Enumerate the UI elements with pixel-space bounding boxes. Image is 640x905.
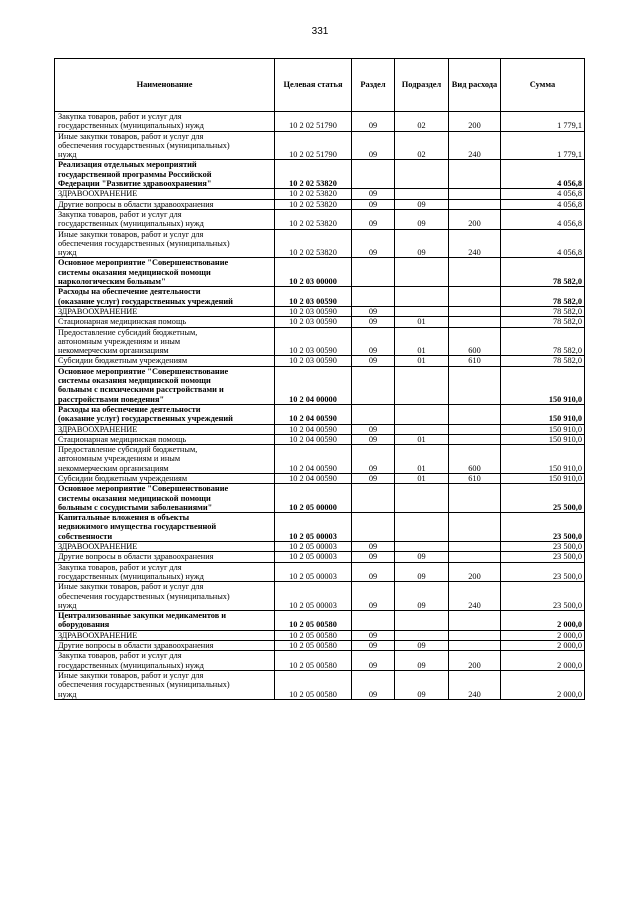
cell-name-line: недвижимого имущества государственной (58, 522, 217, 532)
cell-subsection (395, 484, 449, 513)
cell-target: 10 2 05 00003 (275, 542, 352, 552)
cell-sum: 78 582,0 (501, 287, 585, 307)
cell-name-line: Закупка товаров, работ и услуг для (58, 651, 182, 661)
table-row (55, 112, 585, 132)
cell-sum: 4 056,8 (501, 209, 585, 229)
cell-name (55, 484, 275, 513)
cell-subsection: 02 (395, 112, 449, 132)
cell-type (449, 317, 501, 327)
cell-type (449, 484, 501, 513)
cell-name (55, 670, 275, 699)
cell-target: 10 2 02 53820 (275, 160, 352, 189)
cell-name-line: Другие вопросы в области здравоохранения (58, 641, 214, 651)
header-target: Целевая статья (275, 59, 352, 112)
cell-name-line: (оказание услуг) государственных учреждений (58, 414, 233, 424)
cell-target: 10 2 04 00590 (275, 473, 352, 483)
cell-name-line: ЗДРАВООХРАНЕНИЕ (58, 424, 138, 434)
cell-name (55, 229, 275, 258)
cell-target: 10 2 05 00003 (275, 562, 352, 582)
cell-section: 09 (352, 562, 395, 582)
cell-type (449, 306, 501, 316)
table-body (55, 112, 585, 700)
cell-name-line: Реализация отдельных мероприятий (58, 160, 197, 170)
cell-target: 10 2 05 00000 (275, 484, 352, 513)
cell-subsection: 09 (395, 229, 449, 258)
cell-name-line: Иные закупки товаров, работ и услуг для (58, 229, 204, 239)
cell-name-line: нужд (58, 600, 77, 610)
cell-section: 09 (352, 582, 395, 611)
table-row (55, 670, 585, 699)
cell-subsection (395, 630, 449, 640)
table-row (55, 562, 585, 582)
cell-subsection: 09 (395, 670, 449, 699)
cell-name-line: Основное мероприятие "Совершенствование (58, 258, 229, 268)
cell-type (449, 434, 501, 444)
cell-subsection: 01 (395, 317, 449, 327)
table-row (55, 317, 585, 327)
cell-name (55, 651, 275, 671)
cell-subsection (395, 424, 449, 434)
cell-target: 10 2 02 53820 (275, 209, 352, 229)
cell-target: 10 2 05 00003 (275, 552, 352, 562)
cell-name-line: государственной программы Российской (58, 169, 212, 179)
cell-type (449, 366, 501, 404)
table-row (55, 189, 585, 199)
cell-target: 10 2 05 00580 (275, 611, 352, 631)
cell-target: 10 2 03 00590 (275, 317, 352, 327)
cell-name-line: Стационарная медицинская помощь (58, 434, 187, 444)
page-number: 331 (311, 26, 329, 37)
cell-section (352, 287, 395, 307)
cell-name-line: государственных (муниципальных) нужд (58, 660, 204, 670)
cell-sum: 1 779,1 (501, 131, 585, 160)
cell-section: 09 (352, 229, 395, 258)
header-subsection: Подраздел (395, 59, 449, 112)
cell-name-line: Другие вопросы в области здравоохранения (58, 552, 214, 562)
cell-name-line: наркологическим больным" (58, 277, 166, 287)
cell-name (55, 209, 275, 229)
cell-section (352, 366, 395, 404)
cell-type: 240 (449, 670, 501, 699)
cell-type: 610 (449, 473, 501, 483)
cell-type: 600 (449, 445, 501, 474)
table-row (55, 513, 585, 542)
cell-name (55, 199, 275, 209)
cell-name (55, 160, 275, 189)
cell-sum: 25 500,0 (501, 484, 585, 513)
cell-subsection: 09 (395, 552, 449, 562)
cell-subsection (395, 258, 449, 287)
cell-name-line: обеспечения государственных (муниципальных) (58, 680, 230, 690)
cell-name (55, 306, 275, 316)
cell-target: 10 2 02 53820 (275, 229, 352, 258)
cell-target: 10 2 05 00580 (275, 630, 352, 640)
cell-sum: 23 500,0 (501, 582, 585, 611)
cell-name-line: больным с психическими расстройствами и (58, 385, 224, 395)
cell-name-line: Федерации "Развитие здравоохранения" (58, 179, 212, 189)
cell-type (449, 641, 501, 651)
cell-name-line: больным с сосудистыми заболеваниями" (58, 502, 213, 512)
cell-name-line: Капитальные вложения в объекты (58, 513, 190, 523)
cell-section: 09 (352, 434, 395, 444)
table-header-row (55, 59, 585, 112)
table-row (55, 611, 585, 631)
cell-sum: 23 500,0 (501, 562, 585, 582)
cell-section: 09 (352, 189, 395, 199)
cell-type (449, 424, 501, 434)
cell-name (55, 424, 275, 434)
cell-type: 200 (449, 651, 501, 671)
cell-type (449, 199, 501, 209)
cell-type: 240 (449, 229, 501, 258)
cell-name-line: системы оказания медицинской помощи (58, 267, 211, 277)
cell-name (55, 404, 275, 424)
cell-name (55, 131, 275, 160)
cell-type: 240 (449, 131, 501, 160)
cell-name-line: государственных (муниципальных) нужд (58, 571, 204, 581)
cell-sum: 2 000,0 (501, 651, 585, 671)
cell-subsection: 01 (395, 434, 449, 444)
cell-section (352, 484, 395, 513)
cell-sum: 150 910,0 (501, 366, 585, 404)
cell-target: 10 2 03 00590 (275, 306, 352, 316)
cell-name-line: Централизованные закупки медикаментов и (58, 611, 227, 621)
cell-section (352, 258, 395, 287)
table-row (55, 552, 585, 562)
cell-type (449, 160, 501, 189)
header-sum: Сумма (501, 59, 585, 112)
cell-name (55, 356, 275, 366)
cell-target: 10 2 03 00000 (275, 258, 352, 287)
cell-target: 10 2 04 00000 (275, 366, 352, 404)
cell-sum: 2 000,0 (501, 670, 585, 699)
cell-name-line: Иные закупки товаров, работ и услуг для (58, 582, 204, 592)
cell-name (55, 641, 275, 651)
cell-type: 200 (449, 112, 501, 132)
cell-sum: 78 582,0 (501, 258, 585, 287)
cell-subsection: 09 (395, 641, 449, 651)
cell-sum: 1 779,1 (501, 112, 585, 132)
cell-name (55, 112, 275, 132)
cell-name-line: (оказание услуг) государственных учреждений (58, 296, 233, 306)
cell-target: 10 2 04 00590 (275, 445, 352, 474)
cell-name-line: Предоставление субсидий бюджетным, (58, 327, 198, 337)
cell-section: 09 (352, 199, 395, 209)
cell-section: 09 (352, 641, 395, 651)
cell-target: 10 2 03 00590 (275, 327, 352, 356)
cell-name-line: Основное мероприятие "Совершенствование (58, 484, 229, 494)
cell-subsection (395, 366, 449, 404)
header-section: Раздел (352, 59, 395, 112)
cell-target: 10 2 05 00580 (275, 670, 352, 699)
cell-name-line: автономным учреждениям и иным (58, 454, 181, 464)
cell-target: 10 2 05 00003 (275, 582, 352, 611)
cell-subsection (395, 404, 449, 424)
header-name: Наименование (55, 59, 275, 112)
cell-sum: 4 056,8 (501, 189, 585, 199)
cell-subsection: 09 (395, 651, 449, 671)
budget-table (54, 58, 585, 700)
cell-target: 10 2 03 00590 (275, 287, 352, 307)
cell-subsection (395, 160, 449, 189)
cell-name-line: государственных (муниципальных) нужд (58, 219, 204, 229)
cell-name (55, 562, 275, 582)
cell-name-line: Закупка товаров, работ и услуг для (58, 562, 182, 572)
cell-type: 600 (449, 327, 501, 356)
table-row (55, 473, 585, 483)
cell-name-line: Основное мероприятие "Совершенствование (58, 366, 229, 376)
cell-section (352, 404, 395, 424)
table-row (55, 542, 585, 552)
cell-sum: 150 910,0 (501, 445, 585, 474)
cell-section: 09 (352, 424, 395, 434)
cell-name-line: государственных (муниципальных) нужд (58, 121, 204, 131)
cell-type (449, 189, 501, 199)
cell-name-line: системы оказания медицинской помощи (58, 493, 211, 503)
cell-name-line: нужд (58, 689, 77, 699)
cell-target: 10 2 04 00590 (275, 404, 352, 424)
cell-name-line: Иные закупки товаров, работ и услуг для (58, 670, 204, 680)
cell-section: 09 (352, 317, 395, 327)
cell-target: 10 2 02 53820 (275, 189, 352, 199)
cell-subsection: 09 (395, 199, 449, 209)
cell-target: 10 2 05 00580 (275, 641, 352, 651)
table-row (55, 641, 585, 651)
cell-target: 10 2 02 53820 (275, 199, 352, 209)
table-row (55, 287, 585, 307)
cell-name (55, 287, 275, 307)
cell-name (55, 542, 275, 552)
cell-section: 09 (352, 445, 395, 474)
cell-name-line: Расходы на обеспечение деятельности (58, 287, 201, 297)
cell-sum: 150 910,0 (501, 473, 585, 483)
header-expense-type: Вид расхода (449, 59, 501, 112)
cell-name-line: расстройствами поведения" (58, 394, 165, 404)
cell-subsection (395, 513, 449, 542)
cell-name-line: обеспечения государственных (муниципальных) (58, 140, 230, 150)
cell-name (55, 473, 275, 483)
cell-target: 10 2 02 51790 (275, 112, 352, 132)
cell-section: 09 (352, 651, 395, 671)
cell-name (55, 630, 275, 640)
cell-type (449, 542, 501, 552)
cell-name (55, 317, 275, 327)
cell-type: 240 (449, 582, 501, 611)
cell-name (55, 552, 275, 562)
cell-type (449, 513, 501, 542)
cell-name (55, 189, 275, 199)
cell-section: 09 (352, 356, 395, 366)
table-row (55, 209, 585, 229)
cell-name-line: нужд (58, 248, 77, 258)
cell-subsection: 09 (395, 209, 449, 229)
cell-sum: 2 000,0 (501, 611, 585, 631)
cell-name-line: ЗДРАВООХРАНЕНИЕ (58, 306, 138, 316)
table-row (55, 306, 585, 316)
cell-type: 200 (449, 209, 501, 229)
cell-name (55, 611, 275, 631)
table-row (55, 630, 585, 640)
cell-subsection: 09 (395, 562, 449, 582)
cell-name-line: автономным учреждениям и иным (58, 336, 181, 346)
cell-subsection: 01 (395, 356, 449, 366)
cell-type: 610 (449, 356, 501, 366)
cell-sum: 23 500,0 (501, 513, 585, 542)
cell-subsection: 02 (395, 131, 449, 160)
table-row (55, 366, 585, 404)
cell-name-line: обеспечения государственных (муниципальных) (58, 238, 230, 248)
table-row (55, 484, 585, 513)
cell-name (55, 582, 275, 611)
cell-section: 09 (352, 131, 395, 160)
table-row (55, 131, 585, 160)
cell-subsection (395, 542, 449, 552)
cell-sum: 78 582,0 (501, 356, 585, 366)
cell-name-line: собственности (58, 531, 113, 541)
cell-name (55, 445, 275, 474)
cell-section: 09 (352, 473, 395, 483)
table-row (55, 229, 585, 258)
cell-name (55, 513, 275, 542)
cell-target: 10 2 05 00580 (275, 651, 352, 671)
cell-name-line: Закупка товаров, работ и услуг для (58, 112, 182, 121)
cell-name-line: некоммерческим организациям (58, 463, 169, 473)
cell-name-line: некоммерческим организациям (58, 346, 169, 356)
cell-sum: 4 056,8 (501, 160, 585, 189)
cell-section (352, 160, 395, 189)
table-row (55, 404, 585, 424)
table-row (55, 199, 585, 209)
cell-name-line: Субсидии бюджетным учреждениям (58, 473, 188, 483)
table-row (55, 356, 585, 366)
cell-name-line: Закупка товаров, работ и услуг для (58, 209, 182, 219)
cell-section: 09 (352, 112, 395, 132)
cell-sum: 150 910,0 (501, 434, 585, 444)
cell-name (55, 434, 275, 444)
cell-type (449, 630, 501, 640)
table-row (55, 651, 585, 671)
cell-name-line: ЗДРАВООХРАНЕНИЕ (58, 630, 138, 640)
cell-name-line: Субсидии бюджетным учреждениям (58, 356, 188, 366)
cell-type (449, 287, 501, 307)
cell-section (352, 513, 395, 542)
table-row (55, 258, 585, 287)
cell-target: 10 2 05 00003 (275, 513, 352, 542)
table-row (55, 582, 585, 611)
table-row (55, 160, 585, 189)
cell-name-line: Стационарная медицинская помощь (58, 317, 187, 327)
cell-sum: 78 582,0 (501, 306, 585, 316)
cell-section (352, 611, 395, 631)
cell-section: 09 (352, 552, 395, 562)
cell-target: 10 2 04 00590 (275, 424, 352, 434)
cell-sum: 4 056,8 (501, 229, 585, 258)
cell-name-line: Предоставление субсидий бюджетным, (58, 445, 198, 455)
cell-name-line: Другие вопросы в области здравоохранения (58, 199, 214, 209)
cell-sum: 2 000,0 (501, 641, 585, 651)
cell-sum: 78 582,0 (501, 317, 585, 327)
cell-section: 09 (352, 542, 395, 552)
cell-type (449, 258, 501, 287)
cell-sum: 78 582,0 (501, 327, 585, 356)
cell-name-line: нужд (58, 150, 77, 160)
cell-target: 10 2 04 00590 (275, 434, 352, 444)
cell-subsection (395, 287, 449, 307)
cell-type: 200 (449, 562, 501, 582)
cell-type (449, 611, 501, 631)
cell-name-line: Расходы на обеспечение деятельности (58, 404, 201, 414)
cell-name-line: системы оказания медицинской помощи (58, 376, 211, 386)
cell-name-line: обеспечения государственных (муниципальных) (58, 591, 230, 601)
table-row (55, 434, 585, 444)
cell-subsection (395, 189, 449, 199)
cell-section: 09 (352, 327, 395, 356)
cell-type (449, 552, 501, 562)
table-row (55, 327, 585, 356)
cell-sum: 150 910,0 (501, 404, 585, 424)
cell-name-line: Иные закупки товаров, работ и услуг для (58, 131, 204, 141)
cell-subsection: 01 (395, 327, 449, 356)
cell-name (55, 327, 275, 356)
cell-subsection (395, 306, 449, 316)
cell-sum: 23 500,0 (501, 552, 585, 562)
cell-name-line: ЗДРАВООХРАНЕНИЕ (58, 189, 138, 199)
cell-type (449, 404, 501, 424)
cell-section: 09 (352, 209, 395, 229)
cell-section: 09 (352, 670, 395, 699)
cell-name-line: оборудования (58, 620, 110, 630)
table-row (55, 445, 585, 474)
cell-subsection: 01 (395, 445, 449, 474)
cell-section: 09 (352, 306, 395, 316)
cell-subsection: 01 (395, 473, 449, 483)
cell-name (55, 366, 275, 404)
cell-target: 10 2 02 51790 (275, 131, 352, 160)
cell-sum: 150 910,0 (501, 424, 585, 434)
cell-section: 09 (352, 630, 395, 640)
cell-target: 10 2 03 00590 (275, 356, 352, 366)
cell-sum: 2 000,0 (501, 630, 585, 640)
cell-subsection: 09 (395, 582, 449, 611)
cell-name (55, 258, 275, 287)
table-row (55, 424, 585, 434)
cell-sum: 23 500,0 (501, 542, 585, 552)
cell-name-line: ЗДРАВООХРАНЕНИЕ (58, 542, 138, 552)
cell-sum: 4 056,8 (501, 199, 585, 209)
cell-subsection (395, 611, 449, 631)
